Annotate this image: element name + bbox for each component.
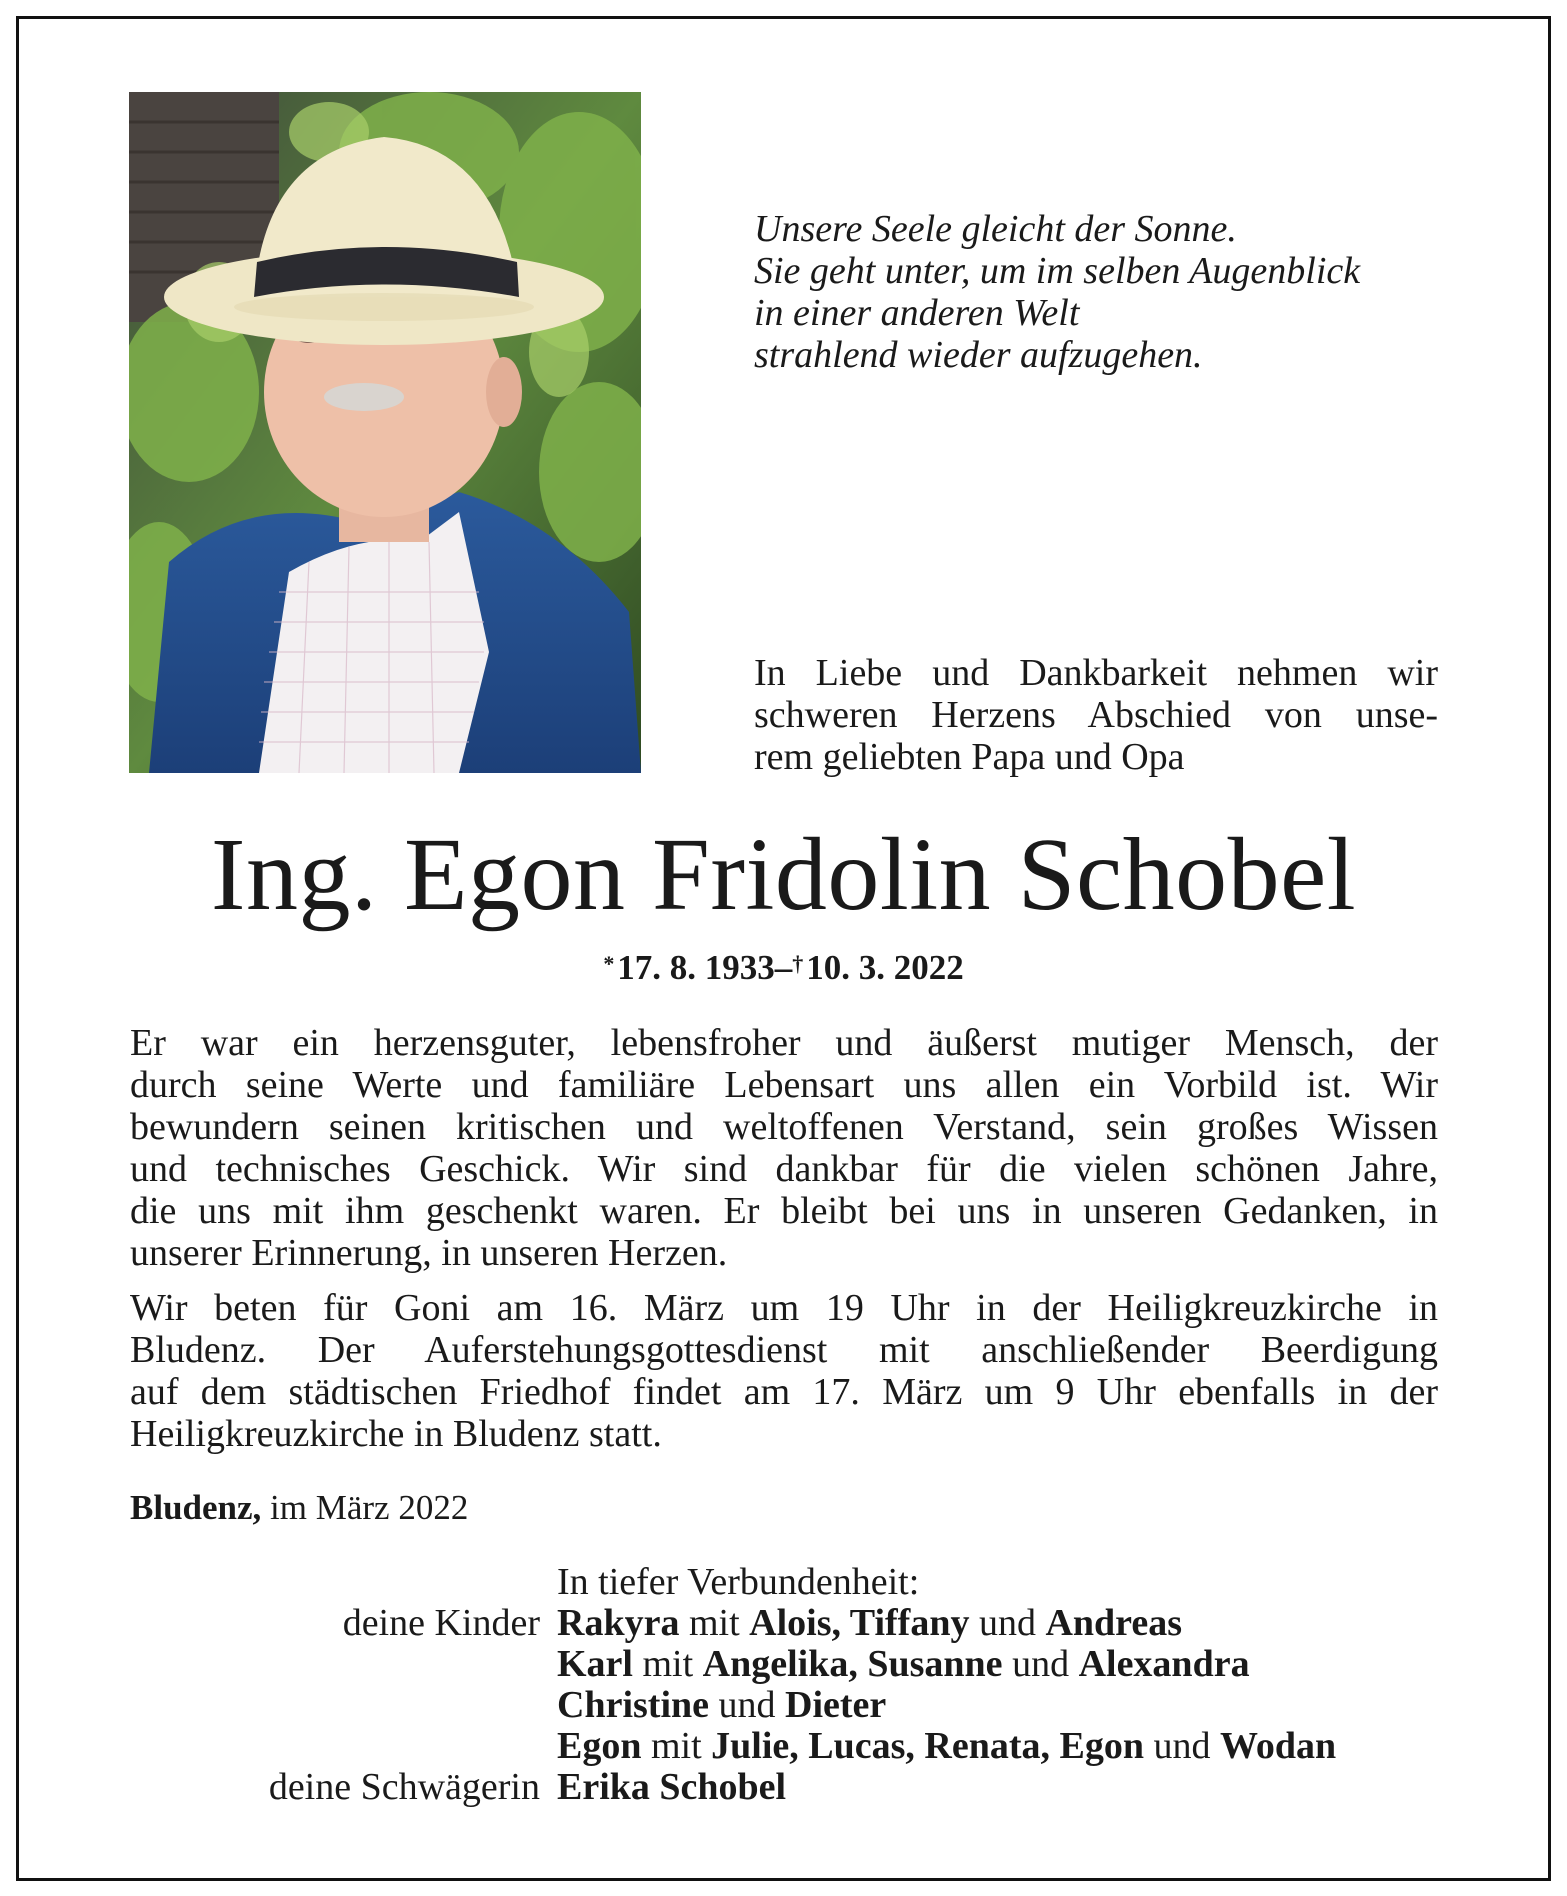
kinder-label: deine Kinder	[342, 1602, 540, 1644]
death-symbol: †	[792, 951, 804, 976]
intro-line: rem geliebten Papa und Opa	[754, 736, 1185, 778]
intro-text	[754, 652, 1438, 778]
paragraph-line: Wir beten für Goni am 16. März um 19 Uhr in der Heiligkreuzkirche in	[130, 1287, 1438, 1329]
paragraph-line: und technisches Geschick. Wir sind dankbar für die vielen schönen Jahre,	[130, 1148, 1438, 1190]
kinder-line: Rakyra mit Alois, Tiffany und Andreas	[557, 1602, 1183, 1644]
death-date: 10. 3. 2022	[806, 948, 964, 987]
place-city: Bludenz,	[130, 1488, 262, 1527]
tribute-paragraph	[130, 1022, 1438, 1274]
paragraph-line: Heiligkreuzkirche in Bludenz statt.	[130, 1413, 662, 1455]
intro-line: In Liebe und Dankbarkeit nehmen wir	[754, 652, 1438, 694]
birth-symbol: *	[603, 951, 615, 976]
portrait-photo	[129, 92, 641, 773]
poem-line: strahlend wieder aufzugehen.	[754, 334, 1203, 376]
birth-date: 17. 8. 1933	[617, 948, 775, 987]
paragraph-line: die uns mit ihm geschenkt waren. Er bleibt bei uns in unseren Gedanken, in	[130, 1190, 1438, 1232]
kinder-line: Egon mit Julie, Lucas, Renata, Egon und Wodan	[557, 1725, 1337, 1767]
deceased-name: Ing. Egon Fridolin Schobel	[210, 817, 1357, 932]
paragraph-line: unserer Erinnerung, in unseren Herzen.	[130, 1232, 728, 1274]
schwaegerin-name: Erika Schobel	[557, 1766, 787, 1808]
poem-line: Sie geht unter, um im selben Augenblick	[754, 250, 1361, 292]
signature-block	[0, 1562, 1567, 1808]
place-date	[130, 1487, 468, 1529]
date-separator: –	[774, 948, 793, 987]
paragraph-line: bewundern seinen kritischen und weltoffenen Verstand, sein großes Wissen	[130, 1106, 1438, 1148]
life-dates	[0, 948, 1567, 988]
poem-line: Unsere Seele gleicht der Sonne.	[754, 208, 1237, 250]
signature-heading: In tiefer Verbundenheit:	[557, 1561, 920, 1603]
poem	[754, 208, 1454, 376]
paragraph-line: durch seine Werte und familiäre Lebensart uns allen ein Vorbild ist. Wir	[130, 1064, 1438, 1106]
paragraph-line: Bludenz. Der Auferstehungsgottesdienst mit anschließender Beerdigung	[130, 1329, 1438, 1371]
intro-line: schweren Herzens Abschied von unse-	[754, 694, 1438, 736]
service-paragraph	[130, 1287, 1438, 1455]
place-month: im März 2022	[270, 1488, 469, 1527]
paragraph-line: auf dem städtischen Friedhof findet am 17. März um 9 Uhr ebenfalls in der	[130, 1371, 1438, 1413]
kinder-line: Karl mit Angelika, Susanne und Alexandra	[557, 1643, 1250, 1685]
paragraph-line: Er war ein herzensguter, lebensfroher und äußerst mutiger Mensch, der	[130, 1022, 1438, 1064]
kinder-line: Christine und Dieter	[557, 1684, 887, 1726]
schwaegerin-label: deine Schwägerin	[268, 1766, 540, 1808]
poem-line: in einer anderen Welt	[754, 292, 1080, 334]
